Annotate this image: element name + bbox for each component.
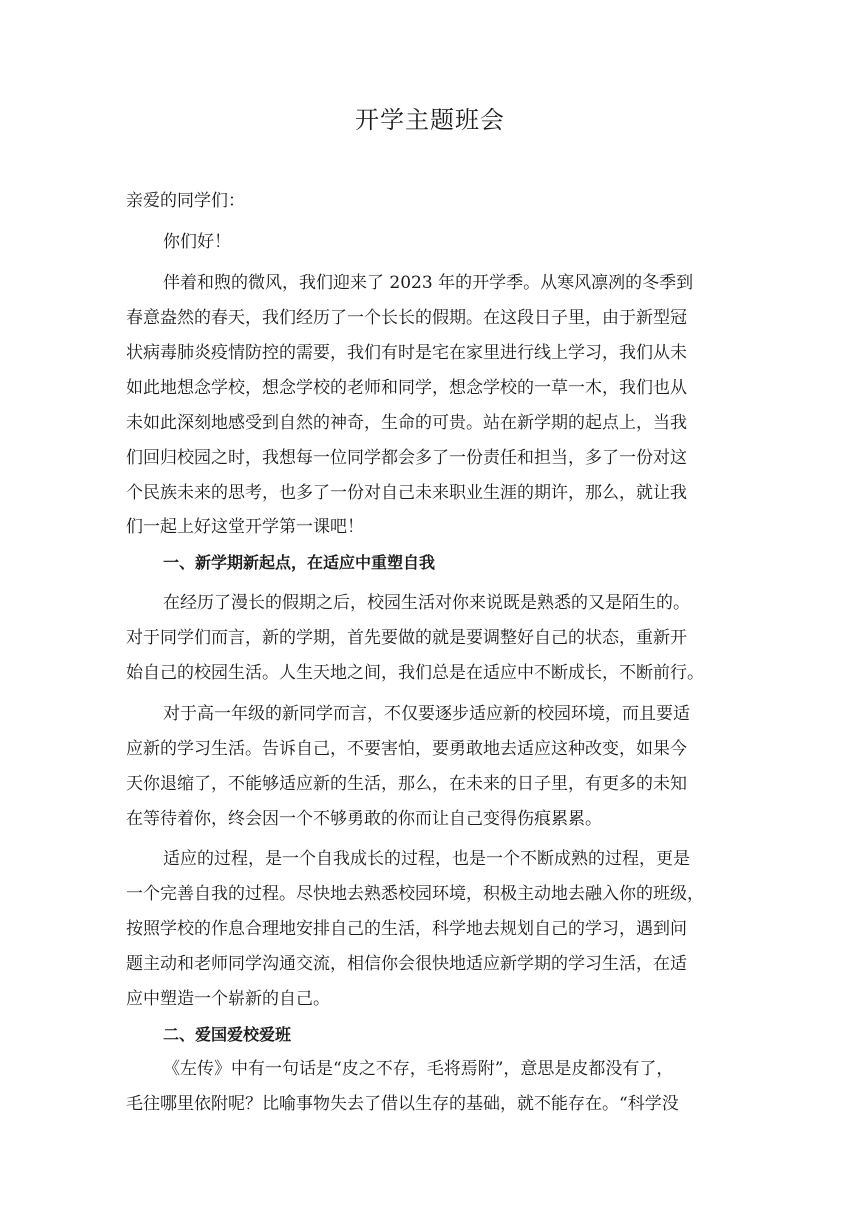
paragraph-line: 对于同学们而言，新的学期，首先要做的就是要调整好自己的状态，重新开 [126,628,687,648]
paragraph-line: 状病毒肺炎疫情防控的需要，我们有时是宅在家里进行线上学习，我们从未 [126,343,687,363]
paragraph-line: 应中塑造一个崭新的自己。 [126,989,330,1009]
paragraph-line: 天你退缩了，不能够适应新的生活，那么，在未来的日子里，有更多的未知 [126,774,687,794]
paragraph-line: 们一起上好这堂开学第一课吧！ [126,517,364,537]
paragraph-line: 适应的过程，是一个自我成长的过程，也是一个不断成熟的过程，更是 [163,849,690,869]
greeting: 你们好！ [163,232,231,252]
paragraph-line: 按照学校的作息合理地安排自己的生活，科学地去规划自己的学习，遇到问 [126,919,687,939]
paragraph-line: 《左传》中有一句话是“皮之不存，毛将焉附”，意思是皮都没有了， [163,1059,674,1079]
paragraph-line: 始自己的校园生活。人生天地之间，我们总是在适应中不断成长，不断前行。 [126,663,704,683]
page-title: 开学主题班会 [355,106,505,134]
paragraph-line: 对于高一年级的新同学而言，不仅要逐步适应新的校园环境，而且要适 [163,704,690,724]
paragraph-line: 毛往哪里依附呢？比喻事物失去了借以生存的基础，就不能存在。“科学没 [126,1094,679,1114]
paragraph-line: 应新的学习生活。告诉自己，不要害怕，要勇敢地去适应这种改变，如果今 [126,739,687,759]
paragraph-line: 在等待着你，终会因一个不够勇敢的你而让自己变得伤痕累累。 [126,809,602,829]
paragraph-line: 伴着和煦的微风，我们迎来了 2023 年的开学季。从寒风凛冽的冬季到 [163,273,694,293]
paragraph-line: 在经历了漫长的假期之后，校园生活对你来说既是熟悉的又是陌生的。 [163,593,690,613]
paragraph-line: 未如此深刻地感受到自然的神奇，生命的可贵。站在新学期的起点上，当我 [126,413,687,433]
section-heading-1: 一、新学期新起点，在适应中重塑自我 [163,553,436,572]
salutation: 亲爱的同学们： [126,191,245,211]
paragraph-line: 春意盎然的春天，我们经历了一个长长的假期。在这段日子里，由于新型冠 [126,308,687,328]
paragraph-line: 如此地想念学校，想念学校的老师和同学，想念学校的一草一木，我们也从 [126,378,687,398]
section-heading-2: 二、爱国爱校爱班 [163,1025,292,1044]
paragraph-line: 题主动和老师同学沟通交流，相信你会很快地适应新学期的学习生活，在适 [126,954,687,974]
paragraph-line: 们回归校园之时，我想每一位同学都会多了一份责任和担当，多了一份对这 [126,448,687,468]
paragraph-line: 一个完善自我的过程。尽快地去熟悉校园环境，积极主动地去融入你的班级， [126,884,704,904]
paragraph-line: 个民族未来的思考，也多了一份对自己未来职业生涯的期许，那么，就让我 [126,483,687,503]
